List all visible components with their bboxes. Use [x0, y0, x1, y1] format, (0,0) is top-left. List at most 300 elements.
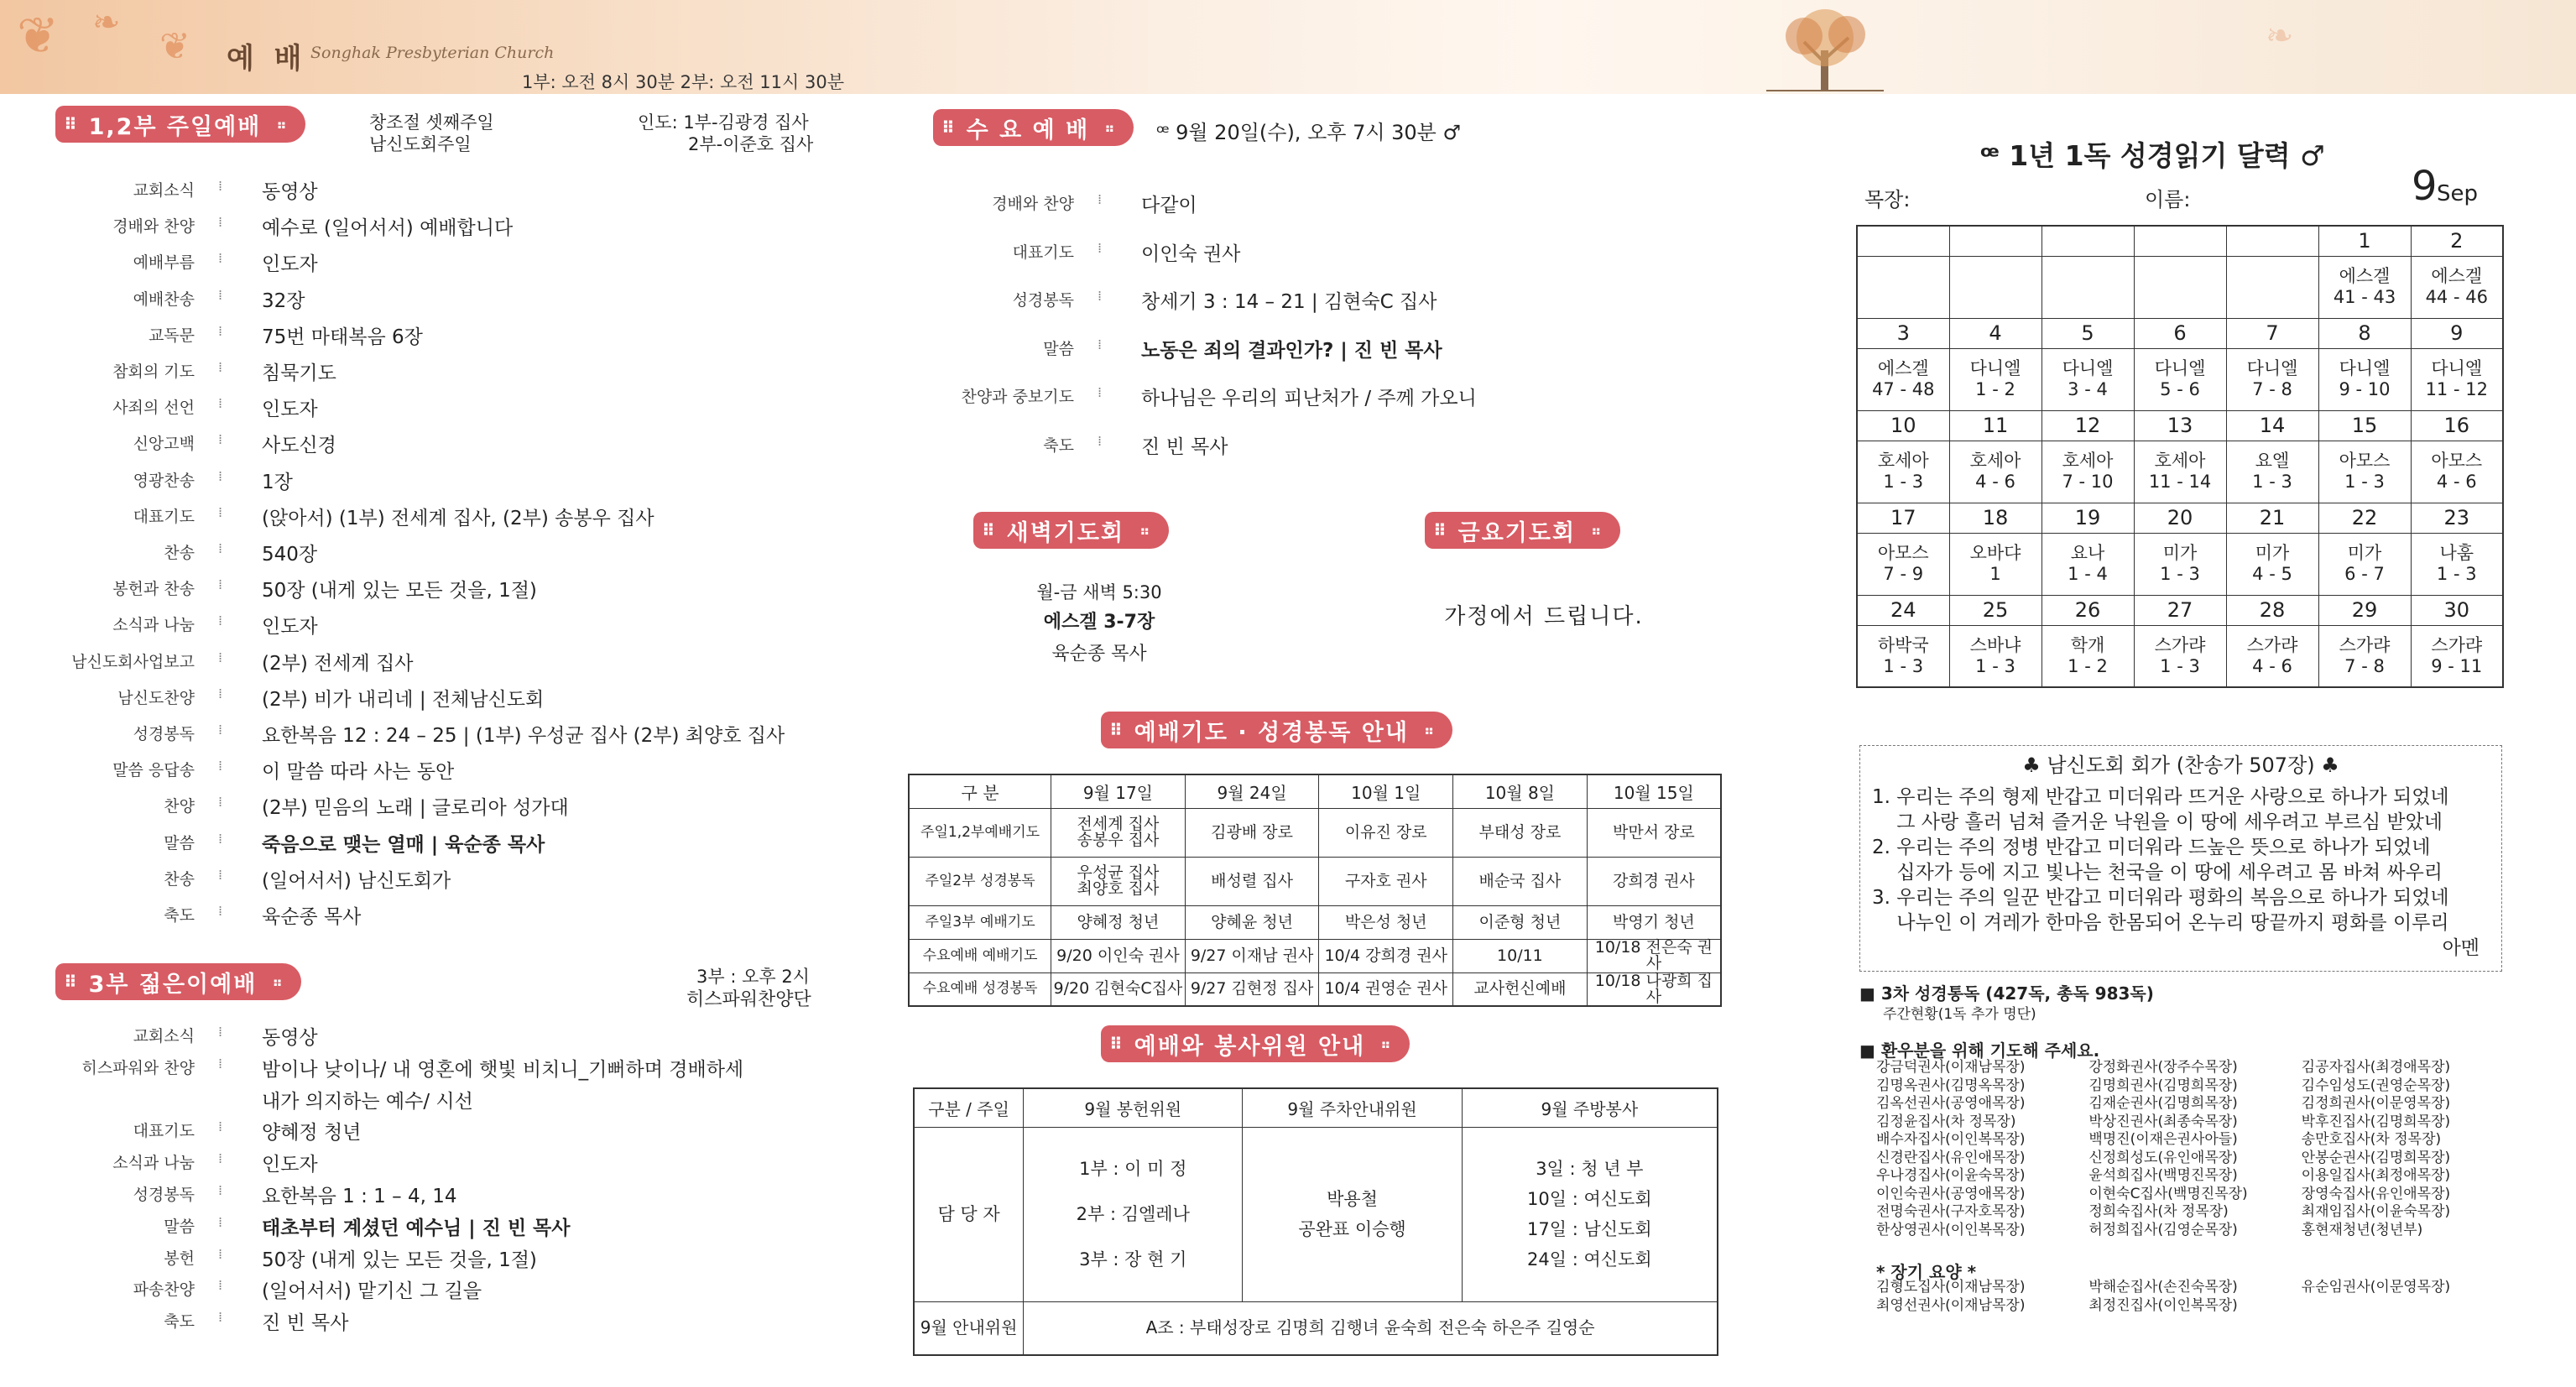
- order-value: 노동은 죄의 결과인가? | 진 빈 목사: [1141, 339, 1442, 362]
- hymn-line: 그 사랑 흘러 넘쳐 즐거운 낙원을 이 땅에 세우려고 부르심 받았네: [1872, 811, 2443, 833]
- list-cell: 김명희권사(김명희목장): [2088, 1077, 2238, 1094]
- order-label: 예배부름: [133, 253, 195, 273]
- order-label: 대표기도: [1012, 242, 1074, 262]
- calendar-day-number: 25: [1949, 595, 2042, 625]
- separator-icon: ⁞: [218, 1277, 223, 1294]
- order-label: 교회소식: [133, 181, 195, 200]
- wednesday-order: [889, 190, 1729, 475]
- separator-icon: ⁞: [218, 286, 223, 303]
- list-cell: 이인숙권사(공영애목장): [1876, 1185, 2026, 1202]
- list-item: [1876, 1279, 2514, 1297]
- friday-text: 가정에서 드립니다.: [1444, 604, 1644, 629]
- list-cell: 정희숙집사(차 정목장): [2088, 1203, 2229, 1220]
- calendar-reading: [1857, 256, 1949, 318]
- guide-cell: 강희경 권사: [1587, 857, 1721, 905]
- calendar-day-number: 9: [2411, 318, 2503, 348]
- dots-icon: ⠿: [1109, 720, 1123, 740]
- hymn-line: 1. 우리는 주의 형제 반갑고 미더워라 뜨거운 사랑으로 하나가 되었네: [1872, 786, 2449, 808]
- calendar-day-number: 22: [2318, 503, 2411, 533]
- separator-icon: ⁞: [218, 1150, 223, 1167]
- order-label: 대표기도: [133, 1122, 195, 1141]
- calendar-day-number: 15: [2318, 410, 2411, 441]
- order-label: 남신도찬양: [117, 688, 195, 707]
- guide-cell: 교사헌신예배: [1453, 972, 1588, 1006]
- order-label: 소식과 나눔: [112, 1154, 195, 1173]
- calendar-day-number: 20: [2134, 503, 2226, 533]
- order-value: 예수로 (일어서서) 예배합니다: [262, 217, 514, 240]
- order-value: (2부) 전세계 집사: [262, 652, 414, 675]
- calendar-reading: 에스겔 41 - 43: [2318, 256, 2411, 318]
- offering-item: 3부 : 장 현 기: [1079, 1249, 1187, 1270]
- calendar-day-number: 7: [2226, 318, 2318, 348]
- calendar-reading: 다니엘 1 - 2: [1949, 348, 2042, 410]
- service-col-header: 구분 / 주일: [914, 1088, 1024, 1127]
- guide-row-label: 수요예배 예배기도: [909, 939, 1051, 972]
- order-value: 인도자: [262, 616, 318, 639]
- calendar-day-number: 12: [2042, 410, 2134, 441]
- list-item: [1876, 1222, 2514, 1240]
- dots-icon: ⠿: [1433, 520, 1447, 540]
- guide-col-header: 9월 24일: [1185, 774, 1319, 808]
- order-label: 말씀: [1043, 339, 1074, 358]
- patients-title: ■ 환우분을 위해 기도해 주세요.: [1859, 1040, 2100, 1061]
- list-item: [1876, 1113, 2514, 1132]
- parking-item: 박용철: [1327, 1189, 1378, 1209]
- guide-cell: 10/4 강희경 권사: [1319, 939, 1453, 972]
- tree-icon: [1766, 4, 1884, 92]
- reading-sub: 주간현황(1독 추가 명단): [1883, 1006, 2036, 1023]
- guide-col-header: 9월 17일: [1051, 774, 1186, 808]
- guide-cell: 10/18 전은숙 권사: [1587, 939, 1721, 972]
- guide-cell: 부태성 장로: [1453, 808, 1588, 857]
- order-value: 이인숙 권사: [1141, 242, 1241, 265]
- guide-cell: 이유진 장로: [1319, 808, 1453, 857]
- calendar-reading: 오바댜 1: [1949, 533, 2042, 595]
- separator-icon: ⁞: [218, 758, 223, 774]
- calendar-day-number: 21: [2226, 503, 2318, 533]
- order-value: 1장: [262, 471, 293, 493]
- separator-icon: ⁞: [218, 467, 223, 484]
- order-value: (2부) 비가 내리네 | 전체남신도회: [262, 688, 545, 711]
- guide-cell: 10/11: [1453, 939, 1588, 972]
- longterm-list: [1876, 1279, 2514, 1315]
- guide-row-label: 주일3부 예배기도: [909, 905, 1051, 939]
- list-cell: 한상영권사(이인복목장): [1876, 1221, 2026, 1238]
- list-cell: 김재순권사(김명희목장): [2088, 1095, 2238, 1112]
- separator-icon: ⁞: [1098, 239, 1103, 256]
- calendar-reading: 에스겔 47 - 48: [1857, 348, 1949, 410]
- order-value: 이 말씀 따라 사는 동안: [262, 761, 455, 784]
- calendar-reading: 호세아 11 - 14: [2134, 441, 2226, 503]
- offering-committee: [1024, 1127, 1243, 1301]
- separator-icon: ⁞: [1098, 384, 1103, 400]
- list-cell: 백명진(이재은권사아들): [2088, 1131, 2238, 1148]
- calendar-reading: 스바냐 1 - 3: [1949, 625, 2042, 687]
- list-cell: 이현숙C집사(백명진목장): [2088, 1185, 2248, 1202]
- calendar-day-number: [1857, 226, 1949, 256]
- dots-icon: ⠿: [64, 114, 77, 134]
- order-label: 말씀: [164, 833, 195, 853]
- service-col-header: 9월 주차안내위원: [1243, 1088, 1462, 1127]
- calendar-reading: 요엘 1 - 3: [2226, 441, 2318, 503]
- separator-icon: ⁞: [218, 503, 223, 520]
- service-col-header: 9월 주방봉사: [1462, 1088, 1718, 1127]
- separator-icon: ⁞: [218, 1309, 223, 1326]
- order-label: 성경봉독: [133, 1186, 195, 1204]
- table-row: [909, 857, 1721, 905]
- kitchen-item: 24일 : 여신도회: [1527, 1249, 1652, 1270]
- kitchen-item: 3일 : 청 년 부: [1536, 1159, 1644, 1179]
- guide-col-header: 구 분: [909, 774, 1051, 808]
- parking-item: 공완표 이승행: [1298, 1219, 1406, 1239]
- guide-row-label: 주일1,2부예배기도: [909, 808, 1051, 857]
- guide-cell: 배순국 집사: [1453, 857, 1588, 905]
- separator-icon: ⁞: [1098, 432, 1103, 449]
- calendar-reading: 다니엘 5 - 6: [2134, 348, 2226, 410]
- calendar-day-number: 5: [2042, 318, 2134, 348]
- table-row: [909, 972, 1721, 1006]
- list-cell: 최재임집사(이윤숙목장): [2301, 1203, 2451, 1220]
- separator-icon: ⁞: [218, 1024, 223, 1040]
- calendar-reading: 다니엘 3 - 4: [2042, 348, 2134, 410]
- order-label: 소식과 나눔: [112, 616, 195, 635]
- longterm-title: * 장기 요양 *: [1876, 1262, 1977, 1282]
- calendar-day-number: 4: [1949, 318, 2042, 348]
- prayer-guide-header: ⠿ 예배기도 · 성경봉독 안내 ⠶: [1101, 712, 1452, 748]
- hymn-title: ♣ 남신도회 회가 (찬송가 507장) ♣: [2022, 753, 2339, 777]
- friday-header: ⠿ 금요기도회 ⠶: [1425, 512, 1620, 549]
- order-label: 성경봉독: [133, 725, 195, 743]
- dawn-time: 월-금 새벽 5:30: [1036, 582, 1162, 602]
- order-label: 남신도회사업보고: [71, 652, 195, 671]
- calendar-reading: 다니엘 11 - 12: [2411, 348, 2503, 410]
- guide-col-header: 10월 15일: [1587, 774, 1721, 808]
- kitchen-item: 17일 : 남신도회: [1527, 1219, 1652, 1239]
- separator-icon: ⁞: [218, 685, 223, 701]
- prayer-guide-table: [908, 774, 1722, 1007]
- order-value: 75번 마태복음 6장: [262, 326, 423, 348]
- calendar-day-number: 18: [1949, 503, 2042, 533]
- list-cell: 유순임권사(이문영목장): [2301, 1279, 2451, 1296]
- calendar-reading: [1949, 256, 2042, 318]
- separator-icon: ⁞: [218, 613, 223, 629]
- sunday-leaders-2: 2부-이준호 집사: [688, 134, 814, 154]
- order-value: 인도자: [262, 253, 318, 276]
- dots-icon: ⠿: [1109, 1034, 1123, 1054]
- list-cell: 김옥선권사(공영애목장): [1876, 1095, 2026, 1112]
- separator-icon: ⁞: [218, 359, 223, 375]
- hymn-lyrics: [1860, 778, 2501, 936]
- order-label: 경배와 찬양: [992, 195, 1074, 213]
- service-header: ⠿ 예배와 봉사위원 안내 ⠶: [1101, 1025, 1410, 1062]
- calendar-title: ꟹ 1년 1독 성경읽기 달력 ♂: [1980, 139, 2325, 172]
- order-value: 32장: [262, 289, 305, 312]
- order-label: 봉헌: [164, 1249, 195, 1268]
- offering-item: 2부 : 김엘레나: [1076, 1204, 1190, 1224]
- calendar-day-number: 8: [2318, 318, 2411, 348]
- calendar-day-number: 13: [2134, 410, 2226, 441]
- leaf-icon: ❦: [159, 25, 190, 68]
- order-value: 540장: [262, 544, 318, 566]
- calendar-reading: 아모스 7 - 9: [1857, 533, 1949, 595]
- list-cell: 신경란집사(유인애목장): [1876, 1149, 2026, 1166]
- list-cell: 안봉순권사(김명희목장): [2301, 1149, 2451, 1166]
- order-value: (앉아서) (1부) 전세계 집사, (2부) 송봉우 집사: [262, 507, 654, 529]
- separator-icon: ⁞: [218, 722, 223, 738]
- guide-cell: 우성균 집사 최양호 집사: [1051, 857, 1186, 905]
- order-value: 동영상: [262, 181, 318, 203]
- order-value: 양혜정 청년: [262, 1122, 362, 1145]
- order-value: (일어서서) 남신도회가: [262, 869, 451, 892]
- dots-icon: ⠶: [1591, 522, 1602, 539]
- separator-icon: ⁞: [218, 649, 223, 665]
- order-label: 말씀 응답송: [112, 761, 195, 780]
- order-value: 동영상: [262, 1027, 318, 1049]
- separator-icon: ⁞: [1098, 336, 1103, 352]
- kitchen-service: [1462, 1127, 1718, 1301]
- sunday-leaders-1: 인도: 1부-김광경 집사: [638, 112, 809, 133]
- list-item: [1876, 1077, 2514, 1096]
- sunday-header: ⠿ 1,2부 주일예배 ⠶: [55, 106, 305, 143]
- guide-col-header: 10월 8일: [1453, 774, 1588, 808]
- service-col-header: 9월 봉헌위원: [1024, 1088, 1243, 1127]
- calendar-day-number: 27: [2134, 595, 2226, 625]
- list-cell: 최정진집사(이인복목장): [2088, 1296, 2238, 1314]
- list-cell: 신정희성도(유인애목장): [2088, 1149, 2238, 1166]
- list-cell: 허정희집사(김영순목장): [2088, 1221, 2238, 1238]
- list-cell: 강금덕권사(이재남목장): [1876, 1059, 2026, 1076]
- calendar-reading: [2042, 256, 2134, 318]
- order-label: 찬송: [164, 544, 195, 562]
- calendar-day-number: 17: [1857, 503, 1949, 533]
- order-value: 사도신경: [262, 435, 336, 457]
- ornament-icon: ꟹ: [1980, 139, 2010, 172]
- guide-members: A조 : 부태성장로 김명희 김행녀 윤숙희 전은숙 하은주 길영순: [1024, 1301, 1718, 1355]
- dots-icon: ⠶: [1423, 722, 1435, 738]
- order-value: 죽음으로 맺는 열매 | 육순종 목사: [262, 833, 545, 856]
- order-value: 하나님은 우리의 피난처가 / 주께 가오니: [1141, 388, 1477, 409]
- sunday-subtitle-1: 창조절 셋째주일: [369, 112, 494, 133]
- hymn-amen: 아멘: [2442, 937, 2480, 959]
- separator-icon: ⁞: [218, 178, 223, 194]
- calendar-day-number: 30: [2411, 595, 2503, 625]
- order-value: 태초부터 계셨던 예수님 | 진 빈 목사: [262, 1217, 571, 1239]
- sunday-order: [10, 176, 849, 931]
- calendar-day-number: 2: [2411, 226, 2503, 256]
- youth-time: 3부 : 오후 2시: [696, 967, 810, 987]
- separator-icon: ⁞: [218, 1055, 223, 1072]
- separator-icon: ⁞: [218, 866, 223, 883]
- list-cell: 윤석희집사(백명진목장): [2088, 1167, 2238, 1184]
- list-cell: 김형도집사(이재남목장): [1876, 1279, 2026, 1296]
- calendar-reading: 나훔 1 - 3: [2411, 533, 2503, 595]
- dots-icon: ⠶: [1104, 119, 1115, 136]
- order-value: 요한복음 12 : 24 – 25 | (1부) 우성균 집사 (2부) 최양호 집사: [262, 725, 785, 747]
- guide-cell: 양혜정 청년: [1051, 905, 1186, 939]
- list-item: [1876, 1297, 2514, 1316]
- calendar-reading: 학개 1 - 2: [2042, 625, 2134, 687]
- calendar-reading: 호세아 4 - 6: [1949, 441, 2042, 503]
- wednesday-header: ⠿ 수 요 예 배 ⠶: [933, 109, 1134, 146]
- separator-icon: ⁞: [218, 214, 223, 231]
- reading-title: ■ 3차 성경통독 (427독, 총독 983독): [1859, 983, 2154, 1004]
- separator-icon: ⁞: [218, 431, 223, 448]
- order-value: 인도자: [262, 399, 318, 421]
- dawn-text: 에스겔 3-7장: [1043, 612, 1155, 633]
- calendar-day-number: 29: [2318, 595, 2411, 625]
- banner-script: Songhak Presbyterian Church: [310, 44, 555, 62]
- calendar-day-number: 23: [2411, 503, 2503, 533]
- service-row-label: 담 당 자: [914, 1127, 1024, 1301]
- list-cell: 우나경집사(이윤숙목장): [1876, 1167, 2026, 1184]
- calendar-reading: 스가랴 9 - 11: [2411, 625, 2503, 687]
- guide-cell: 배성렬 집사: [1185, 857, 1319, 905]
- calendar-day-number: [2134, 226, 2226, 256]
- order-label: 말씀: [164, 1217, 195, 1236]
- separator-icon: ⁞: [218, 1245, 223, 1262]
- banner-times: 1부: 오전 8시 30분 2부: 오전 11시 30분: [522, 72, 844, 92]
- order-label: 사죄의 선언: [112, 399, 195, 418]
- dots-icon: ⠶: [272, 973, 283, 990]
- separator-icon: ⁞: [218, 322, 223, 339]
- guide-cell: 박은성 청년: [1319, 905, 1453, 939]
- list-item: [1876, 1150, 2514, 1168]
- calendar-day-number: 10: [1857, 410, 1949, 441]
- separator-icon: ⁞: [1098, 191, 1103, 207]
- calendar-reading: 호세아 7 - 10: [2042, 441, 2134, 503]
- table-row: [909, 808, 1721, 857]
- calendar-day-number: 26: [2042, 595, 2134, 625]
- dots-icon: ⠿: [982, 520, 995, 540]
- youth-team: 히스파워찬양단: [686, 989, 811, 1010]
- list-cell: 김명옥권사(김명옥목장): [1876, 1077, 2026, 1094]
- calendar-day-number: 14: [2226, 410, 2318, 441]
- order-label: 경배와 찬양: [112, 217, 195, 237]
- calendar-reading: 미가 1 - 3: [2134, 533, 2226, 595]
- list-item: [1876, 1203, 2514, 1222]
- guide-row-label: 주일2부 성경봉독: [909, 857, 1051, 905]
- order-value: 침묵기도: [262, 362, 336, 384]
- calendar-month-en: Sep: [2437, 181, 2479, 206]
- calendar-reading: 아모스 4 - 6: [2411, 441, 2503, 503]
- calendar-reading: 다니엘 7 - 8: [2226, 348, 2318, 410]
- order-value: 진 빈 목사: [1141, 435, 1228, 458]
- list-item: [1876, 1186, 2514, 1204]
- list-cell: 전명숙권사(구자호목장): [1876, 1203, 2026, 1220]
- list-cell: 장영숙집사(유인애목장): [2301, 1185, 2451, 1202]
- dots-icon: ⠶: [1380, 1035, 1391, 1052]
- order-value: 육순종 목사: [262, 906, 362, 928]
- order-label: 찬양: [164, 797, 195, 816]
- separator-icon: ⁞: [218, 250, 223, 267]
- calendar-reading: [2226, 256, 2318, 318]
- dots-icon: ⠿: [64, 972, 77, 992]
- table-row: [909, 939, 1721, 972]
- order-value: 창세기 3 : 14 – 21 | 김현숙C 집사: [1141, 291, 1437, 313]
- list-cell: 홍현재청년(청년부): [2301, 1221, 2423, 1238]
- calendar-day-number: 24: [1857, 595, 1949, 625]
- list-item: [1876, 1167, 2514, 1186]
- order-label: 축도: [1043, 435, 1074, 455]
- order-value: 내가 의지하는 예수/ 시선: [262, 1090, 473, 1113]
- table-row: [909, 905, 1721, 939]
- guide-col-header: 10월 1일: [1319, 774, 1453, 808]
- order-label: 교독문: [148, 326, 195, 345]
- list-cell: 배수자집사(이인복목장): [1876, 1131, 2026, 1148]
- calendar-day-number: [2226, 226, 2318, 256]
- dots-icon: ⠶: [1139, 522, 1150, 539]
- list-cell: 김공자집사(최경애목장): [2301, 1059, 2451, 1076]
- list-cell: 박후진집사(김명희목장): [2301, 1113, 2451, 1130]
- order-label: 히스파워와 찬양: [81, 1058, 195, 1077]
- order-label: 찬송: [164, 869, 195, 889]
- order-value: 인도자: [262, 1154, 318, 1176]
- guide-cell: 박만서 장로: [1587, 808, 1721, 857]
- order-label: 성경봉독: [1012, 291, 1074, 310]
- parking-committee: [1243, 1127, 1462, 1301]
- patients-list: [1876, 1059, 2514, 1239]
- ornament-icon: ♂: [2290, 139, 2325, 172]
- list-cell: 이용일집사(최정애목장): [2301, 1167, 2451, 1184]
- list-cell: [2302, 1297, 2514, 1316]
- order-label: 교회소식: [133, 1027, 195, 1045]
- calendar-day-number: 16: [2411, 410, 2503, 441]
- guide-cell: 전세계 집사 송봉우 집사: [1051, 808, 1186, 857]
- list-cell: 최영선권사(이재남목장): [1876, 1296, 2026, 1314]
- list-item: [1876, 1059, 2514, 1077]
- order-label: 축도: [164, 1312, 195, 1332]
- list-cell: 김정윤집사(차 정목장): [1876, 1113, 2016, 1130]
- hymn-line: 2. 우리는 주의 정병 반갑고 미더워라 드높은 뜻으로 하나가 되었네: [1872, 837, 2431, 858]
- order-label: 대표기도: [133, 507, 195, 526]
- separator-icon: ⁞: [218, 794, 223, 811]
- calendar-field-group: 목장:: [1864, 188, 1911, 211]
- guide-row-label: 수요예배 성경봉독: [909, 972, 1051, 1006]
- calendar-reading: [2134, 256, 2226, 318]
- guide-cell: 9/27 김현정 집사: [1185, 972, 1319, 1006]
- order-label: 영광찬송: [133, 471, 195, 490]
- dots-icon: ⠶: [276, 116, 287, 133]
- separator-icon: ⁞: [1098, 288, 1103, 304]
- dawn-header: ⠿ 새벽기도회 ⠶: [973, 512, 1169, 549]
- calendar-day-number: 28: [2226, 595, 2318, 625]
- calendar-reading: 에스겔 44 - 46: [2411, 256, 2503, 318]
- guide-cell: 김광배 장로: [1185, 808, 1319, 857]
- calendar-day-number: 3: [1857, 318, 1949, 348]
- list-cell: 김수임성도(권영순목장): [2301, 1077, 2451, 1094]
- calendar-reading: 미가 6 - 7: [2318, 533, 2411, 595]
- order-label: 예배찬송: [133, 289, 195, 309]
- guide-cell: 10/4 권영순 권사: [1319, 972, 1453, 1006]
- offering-item: 1부 : 이 미 정: [1079, 1159, 1187, 1179]
- order-label: 파송찬양: [133, 1280, 195, 1300]
- calendar-field-name: 이름:: [2145, 188, 2191, 211]
- order-value: 밤이나 낮이나/ 내 영혼에 햇빛 비치니_기뻐하며 경배하세: [262, 1058, 744, 1081]
- calendar-grid: [1856, 225, 2504, 688]
- calendar-reading: 하박국 1 - 3: [1857, 625, 1949, 687]
- calendar-month: 9: [2412, 163, 2438, 210]
- order-value: 50장 (내게 있는 모든 것을, 1절): [262, 1249, 537, 1271]
- hymn-line: 십자가 등에 지고 빛나는 천국을 이 땅에 세우려고 몸 바쳐 싸우리: [1872, 862, 2443, 884]
- separator-icon: ⁞: [218, 1118, 223, 1135]
- calendar-reading: 다니엘 9 - 10: [2318, 348, 2411, 410]
- separator-icon: ⁞: [218, 576, 223, 593]
- list-cell: 박해순집사(손진숙목장): [2088, 1279, 2238, 1296]
- separator-icon: ⁞: [218, 1213, 223, 1230]
- hymn-box: [1859, 745, 2502, 972]
- list-cell: 강정화권사(장주수목장): [2088, 1059, 2238, 1076]
- order-label: 신앙고백: [133, 435, 195, 454]
